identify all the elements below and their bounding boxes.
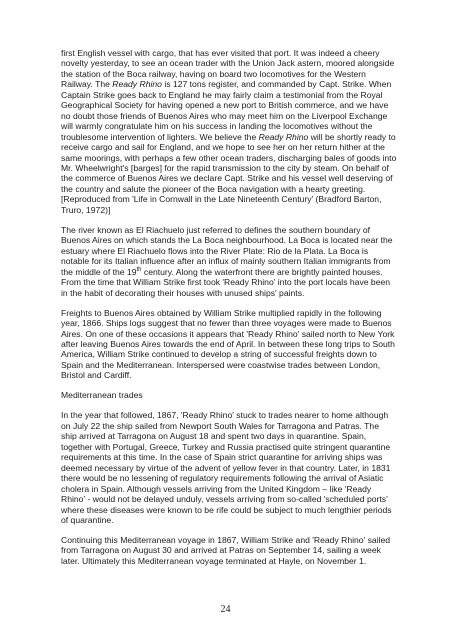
- text-run: Continuing this Mediterranean voyage in 1867, William Strike and 'Ready Rhino' sailed from Tarragona on August 30 and arrived at Patras on September 14, sailing a week later. Ultimately this Mediterranean voyage terminated at Hayle, on November 1.: [61, 535, 391, 566]
- ordinal-superscript: th: [136, 266, 142, 273]
- body-paragraph: [61, 410, 397, 525]
- body-paragraph: [61, 48, 397, 215]
- text-run: The river known as El Riachuelo just referred to defines the southern boundary of Buenos Aires on which stands the La Boca neighbourhood. La Boca is located near the estuary where El Riachuelo flows into the River Plate: Rio de la Plata. La Boca is notable for its Italian influence after an influx of mainly southern Italian immigrants from the middle of the 19: [61, 224, 393, 277]
- text-run: Freights to Buenos Aires obtained by William Strike multiplied rapidly in the following year, 1866. Ships logs suggest that no fewer than three voyages were made to Buenos Aires. On one of these occasions it appears that 'Ready Rhino' sailed north to New York after leaving Buenos Aires towards the end of April. In between these long trips to South America, William Strike continued to develop a string of successful freights down to Spain and the Mediterranean. Interspersed were coastwise trades between London, Bristol and Cardiff.: [61, 307, 395, 381]
- text-run: first English vessel with cargo, that has ever visited that port. It was indeed a cheery novelty yesterday, to see an ocean trader with the Union Jack astern, moored alongside the station of the Boca railway, having on board two locomotives for the Western Railway. The: [61, 48, 395, 90]
- page-number: 24: [220, 604, 231, 615]
- text-run: Mediterranean trades: [61, 390, 143, 401]
- text-run: is 127 tons register, and commanded by Capt. Strike. When Captain Strike goes back to England he may fairly claim a testimonial from the Royal Geographical Society for having opened a new port to British commerce, and we have no doubt those friends of Buenos Aires who may meet him on the Liverpool Exchange will warmly congratulate him on his success in landing the locomotives without the troublesome intervention of lighters. We believe the: [61, 79, 392, 142]
- body-paragraph: [61, 535, 397, 566]
- ship-name-italic: Ready Rhino: [258, 131, 309, 142]
- document-body: [61, 48, 397, 566]
- body-paragraph: [61, 308, 397, 381]
- ship-name-italic: Ready Rhino: [112, 79, 162, 90]
- section-heading: [61, 390, 397, 400]
- body-paragraph: [61, 225, 397, 298]
- text-run: will be shortly ready to receive cargo and sail for England, and we hope to see her on her return hither at the same moorings, with perhaps a few other ocean traders, discharging bales of goods into Mr. Wheelwright's [barges] for the rapid transmission to the city by steam. On behalf of the commerce of Buenos Aires we declare Capt. Strike and his vessel well deserving of the country and salute the pioneer of the Boca navigation with a hearty greeting. [Reproduced from 'Life in Cornwall in the Late Nineteenth Century' (Bradford Barton, Truro, 1972)]: [61, 131, 397, 215]
- text-run: In the year that followed, 1867, 'Ready Rhino' stuck to trades nearer to home although on July 22 the ship sailed from Newport South Wales for Tarragona and Patras. The ship arrived at Tarragona on August 18 and spent two days in quarantine. Spain, together with Portugal, Greece, Turkey and Russia practised quite stringent quarantine requirements at this time. In the case of Spain strict quarantine for arriving ships was deemed necessary by virtue of the advent of yellow fever in that country. Later, in 1831 there would be no lessening of regulatory requirements following the arrival of Asiatic cholera in Spain. Although vessels arriving from the United Kingdom – like 'Ready Rhino' - would not be delayed unduly, vessels arriving from so-called 'scheduled ports' where these diseases were known to be rife could be subject to much lengthier periods of quarantine.: [61, 410, 392, 525]
- text-run: century. Along the waterfront there are brightly painted houses. From the time that William Strike first took 'Ready Rhino' into the port locals have been in the habit of decorating their houses with unused ships' paints.: [61, 266, 391, 298]
